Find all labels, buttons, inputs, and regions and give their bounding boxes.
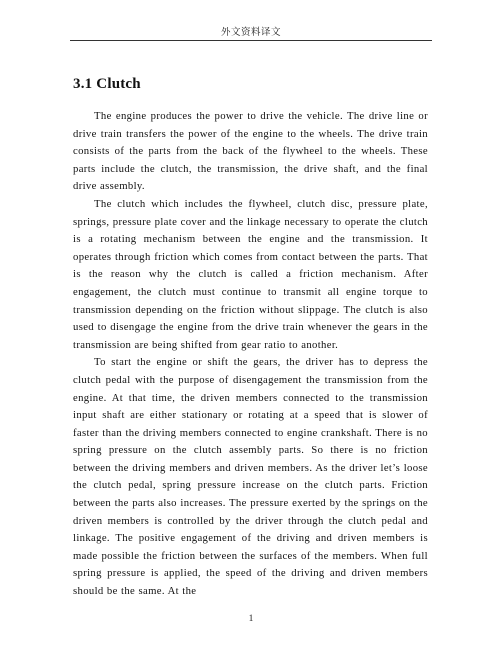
paragraph: The engine produces the power to drive the vehicle. The drive line or drive train transfers the power of the engine to the wheels. The drive train consists of the parts from the back of the flywheel to the wheels. These parts include the clutch, the transmission, the drive shaft, and the final drive assembly. xyxy=(73,110,428,193)
paragraph: The clutch which includes the flywheel, clutch disc, pressure plate, springs, pressure plate cover and the linkage necessary to operate the clutch is a rotating mechanism between the engine and the transmission. It operates through friction which comes from contact between the parts. That is the reason why the clutch is called a friction mechanism. After engagement, the clutch must continue to transmit all engine torque to transmission depending on the friction without slippage. The clutch is also used to disengage the engine from the drive train whenever the gears in the transmission are being shifted from gear ratio to another. xyxy=(73,197,428,351)
paragraph: To start the engine or shift the gears, the driver has to depress the clutch pedal with the purpose of disengagement the transmission from the engine. At that time, the driven members connected to the transmission input shaft are either stationary or rotating at a speed that is slower of faster than the driving members connected to engine crankshaft. There is no spring pressure on the clutch assembly parts. So there is no friction between the driving members and driven members. As the driver let’s loose the clutch pedal, spring pressure increase on the clutch parts. Friction between the parts also increases. The pressure exerted by the springs on the driven members is controlled by the driver through the clutch pedal and linkage. The positive engagement of the driving and driven members is made possible the friction between the surfaces of the members. When full spring pressure is applied, the speed of the driving and driven members should be the same. At the xyxy=(73,356,428,598)
header-rule xyxy=(70,40,432,41)
running-header: 外文资料译文 xyxy=(220,27,281,38)
section-title: 3.1 Clutch xyxy=(73,76,141,92)
page-number: 1 xyxy=(248,614,254,624)
body-text xyxy=(73,108,428,601)
